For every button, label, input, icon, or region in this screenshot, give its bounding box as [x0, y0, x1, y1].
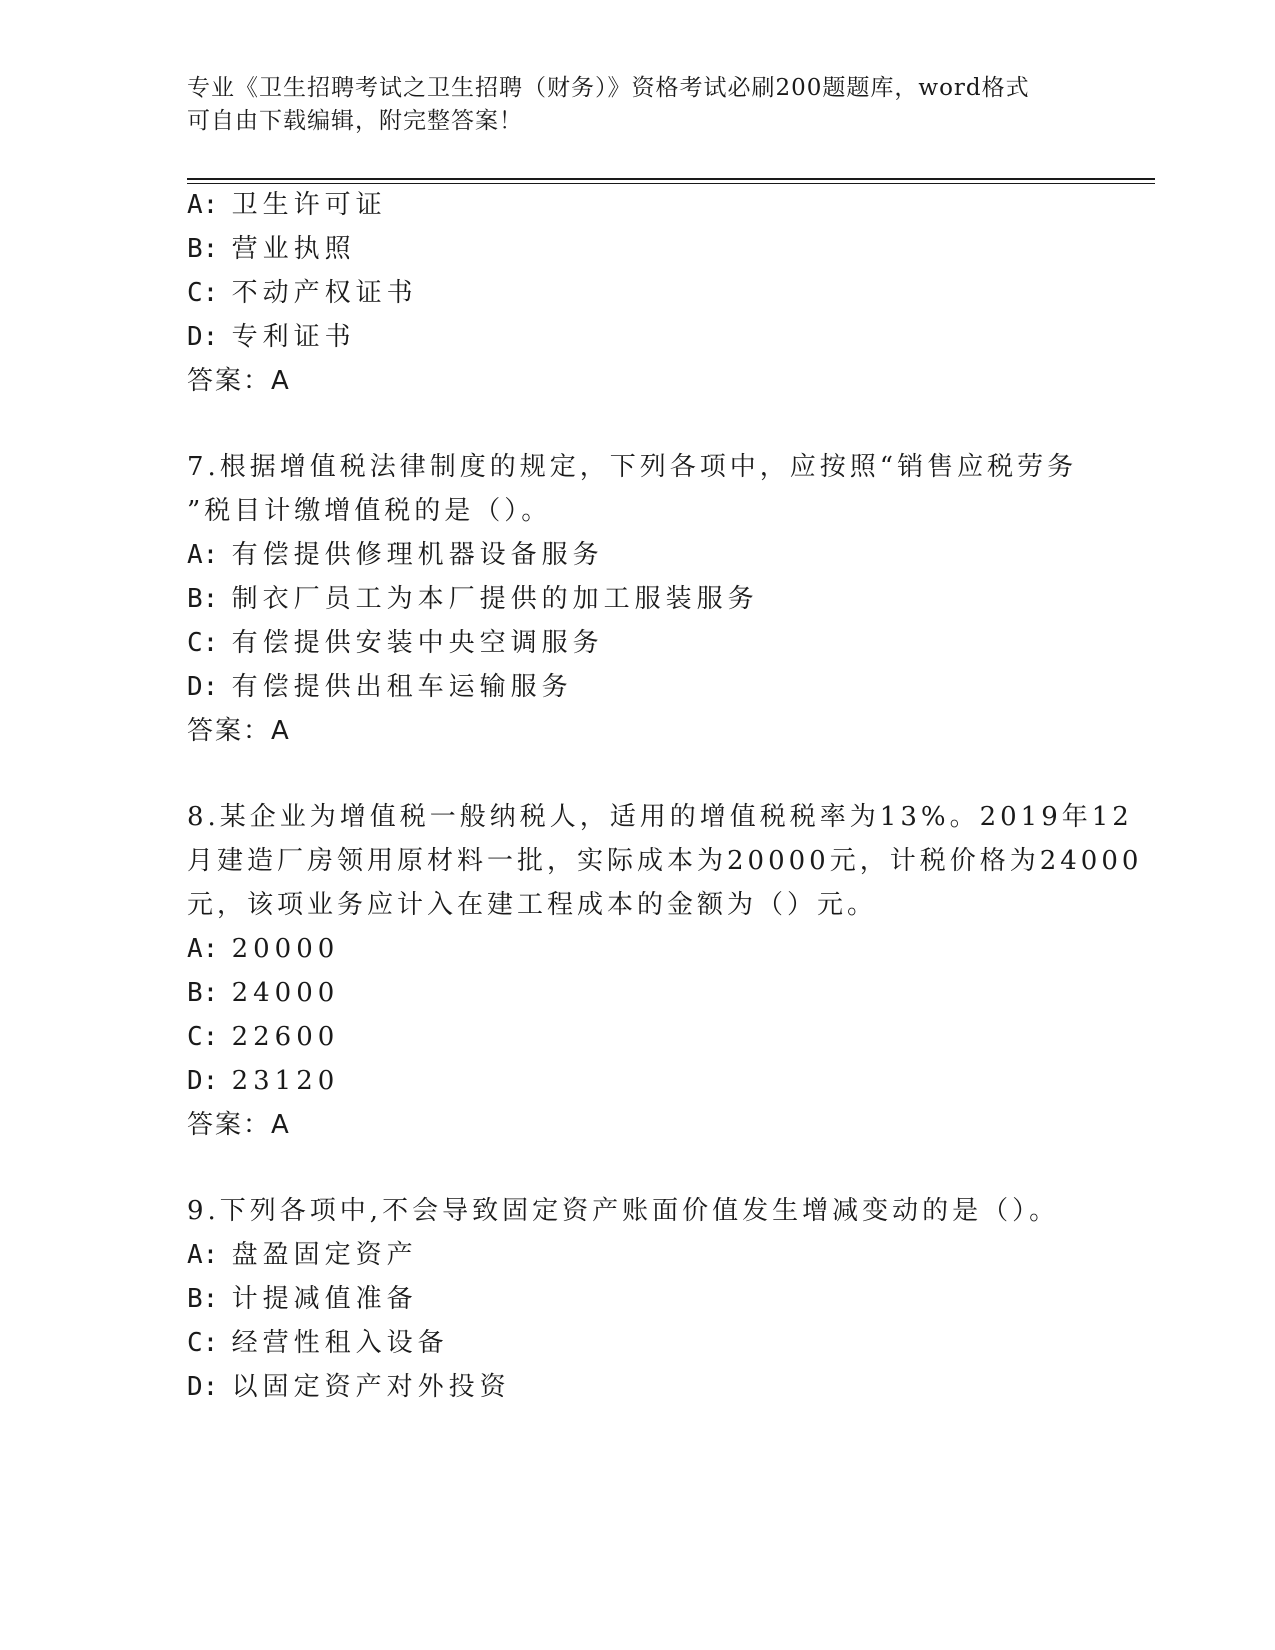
header-line-2: 可自由下载编辑，附完整答案！: [187, 108, 523, 134]
q8-option-a: [187, 932, 339, 966]
q9-option-a: [187, 1238, 418, 1272]
q8-stem-line-1: 8.某企业为增值税一般纳税人，适用的增值税税率为13%。2019年12: [187, 802, 1133, 832]
q6-option-d: [187, 320, 356, 354]
option-text: 盘盈固定资产: [231, 1240, 418, 1270]
option-text: 营业执照: [231, 234, 356, 264]
q8-option-b: [187, 976, 339, 1010]
option-label: D:: [187, 322, 219, 352]
option-text: 卫生许可证: [231, 190, 387, 220]
option-label: A:: [187, 190, 219, 220]
q7-option-c: [187, 626, 604, 660]
document-header: [187, 72, 1087, 138]
option-text: 不动产权证书: [231, 278, 418, 308]
option-label: A:: [187, 934, 219, 964]
q7-option-a: [187, 538, 604, 572]
option-text: 有偿提供修理机器设备服务: [231, 540, 604, 570]
option-label: C:: [187, 278, 219, 308]
option-label: B:: [187, 978, 219, 1008]
option-label: A:: [187, 1240, 219, 1270]
q9-option-c: [187, 1326, 449, 1360]
option-text: 22600: [231, 1022, 340, 1052]
option-text: 20000: [231, 934, 340, 964]
option-label: B:: [187, 1284, 219, 1314]
q8-answer: 答案：A: [187, 1110, 291, 1140]
option-label: D:: [187, 1066, 219, 1096]
q7-stem-line-1: 7.根据增值税法律制度的规定，下列各项中，应按照“销售应税劳务: [187, 452, 1078, 482]
q9-stem-line-1: 9.下列各项中,不会导致固定资产账面价值发生增减变动的是（）。: [187, 1196, 1060, 1226]
q6-option-a: [187, 188, 387, 222]
q7-answer: 答案：A: [187, 716, 291, 746]
option-text: 有偿提供出租车运输服务: [231, 672, 573, 702]
option-text: 经营性租入设备: [231, 1328, 449, 1358]
header-divider-thin: [187, 183, 1155, 184]
q7-option-d: [187, 670, 573, 704]
option-label: D:: [187, 672, 219, 702]
q8-stem-line-2: 月建造厂房领用原材料一批，实际成本为20000元，计税价格为24000: [187, 846, 1143, 876]
q8-option-d: [187, 1064, 339, 1098]
option-label: A:: [187, 540, 219, 570]
option-label: B:: [187, 584, 219, 614]
option-label: D:: [187, 1372, 219, 1402]
q8-option-c: [187, 1020, 339, 1054]
q8-stem-line-3: 元，该项业务应计入在建工程成本的金额为（）元。: [187, 890, 878, 920]
q6-option-c: [187, 276, 418, 310]
q9-option-b: [187, 1282, 418, 1316]
option-text: 专利证书: [231, 322, 356, 352]
q7-option-b: [187, 582, 759, 616]
q6-answer: 答案：A: [187, 366, 291, 396]
option-label: C:: [187, 1022, 219, 1052]
q6-option-b: [187, 232, 356, 266]
header-divider-thick: [187, 178, 1155, 180]
option-text: 制衣厂员工为本厂提供的加工服装服务: [231, 584, 759, 614]
option-label: B:: [187, 234, 219, 264]
header-line-1: 专业《卫生招聘考试之卫生招聘（财务）》资格考试必刷200题题库，word格式: [187, 75, 1030, 101]
q9-option-d: [187, 1370, 511, 1404]
option-label: C:: [187, 1328, 219, 1358]
option-text: 计提减值准备: [231, 1284, 418, 1314]
option-text: 23120: [231, 1066, 340, 1096]
q7-stem-line-2: ”税目计缴增值税的是（）。: [187, 496, 552, 526]
option-text: 以固定资产对外投资: [231, 1372, 511, 1402]
option-text: 有偿提供安装中央空调服务: [231, 628, 604, 658]
option-text: 24000: [231, 978, 340, 1008]
option-label: C:: [187, 628, 219, 658]
